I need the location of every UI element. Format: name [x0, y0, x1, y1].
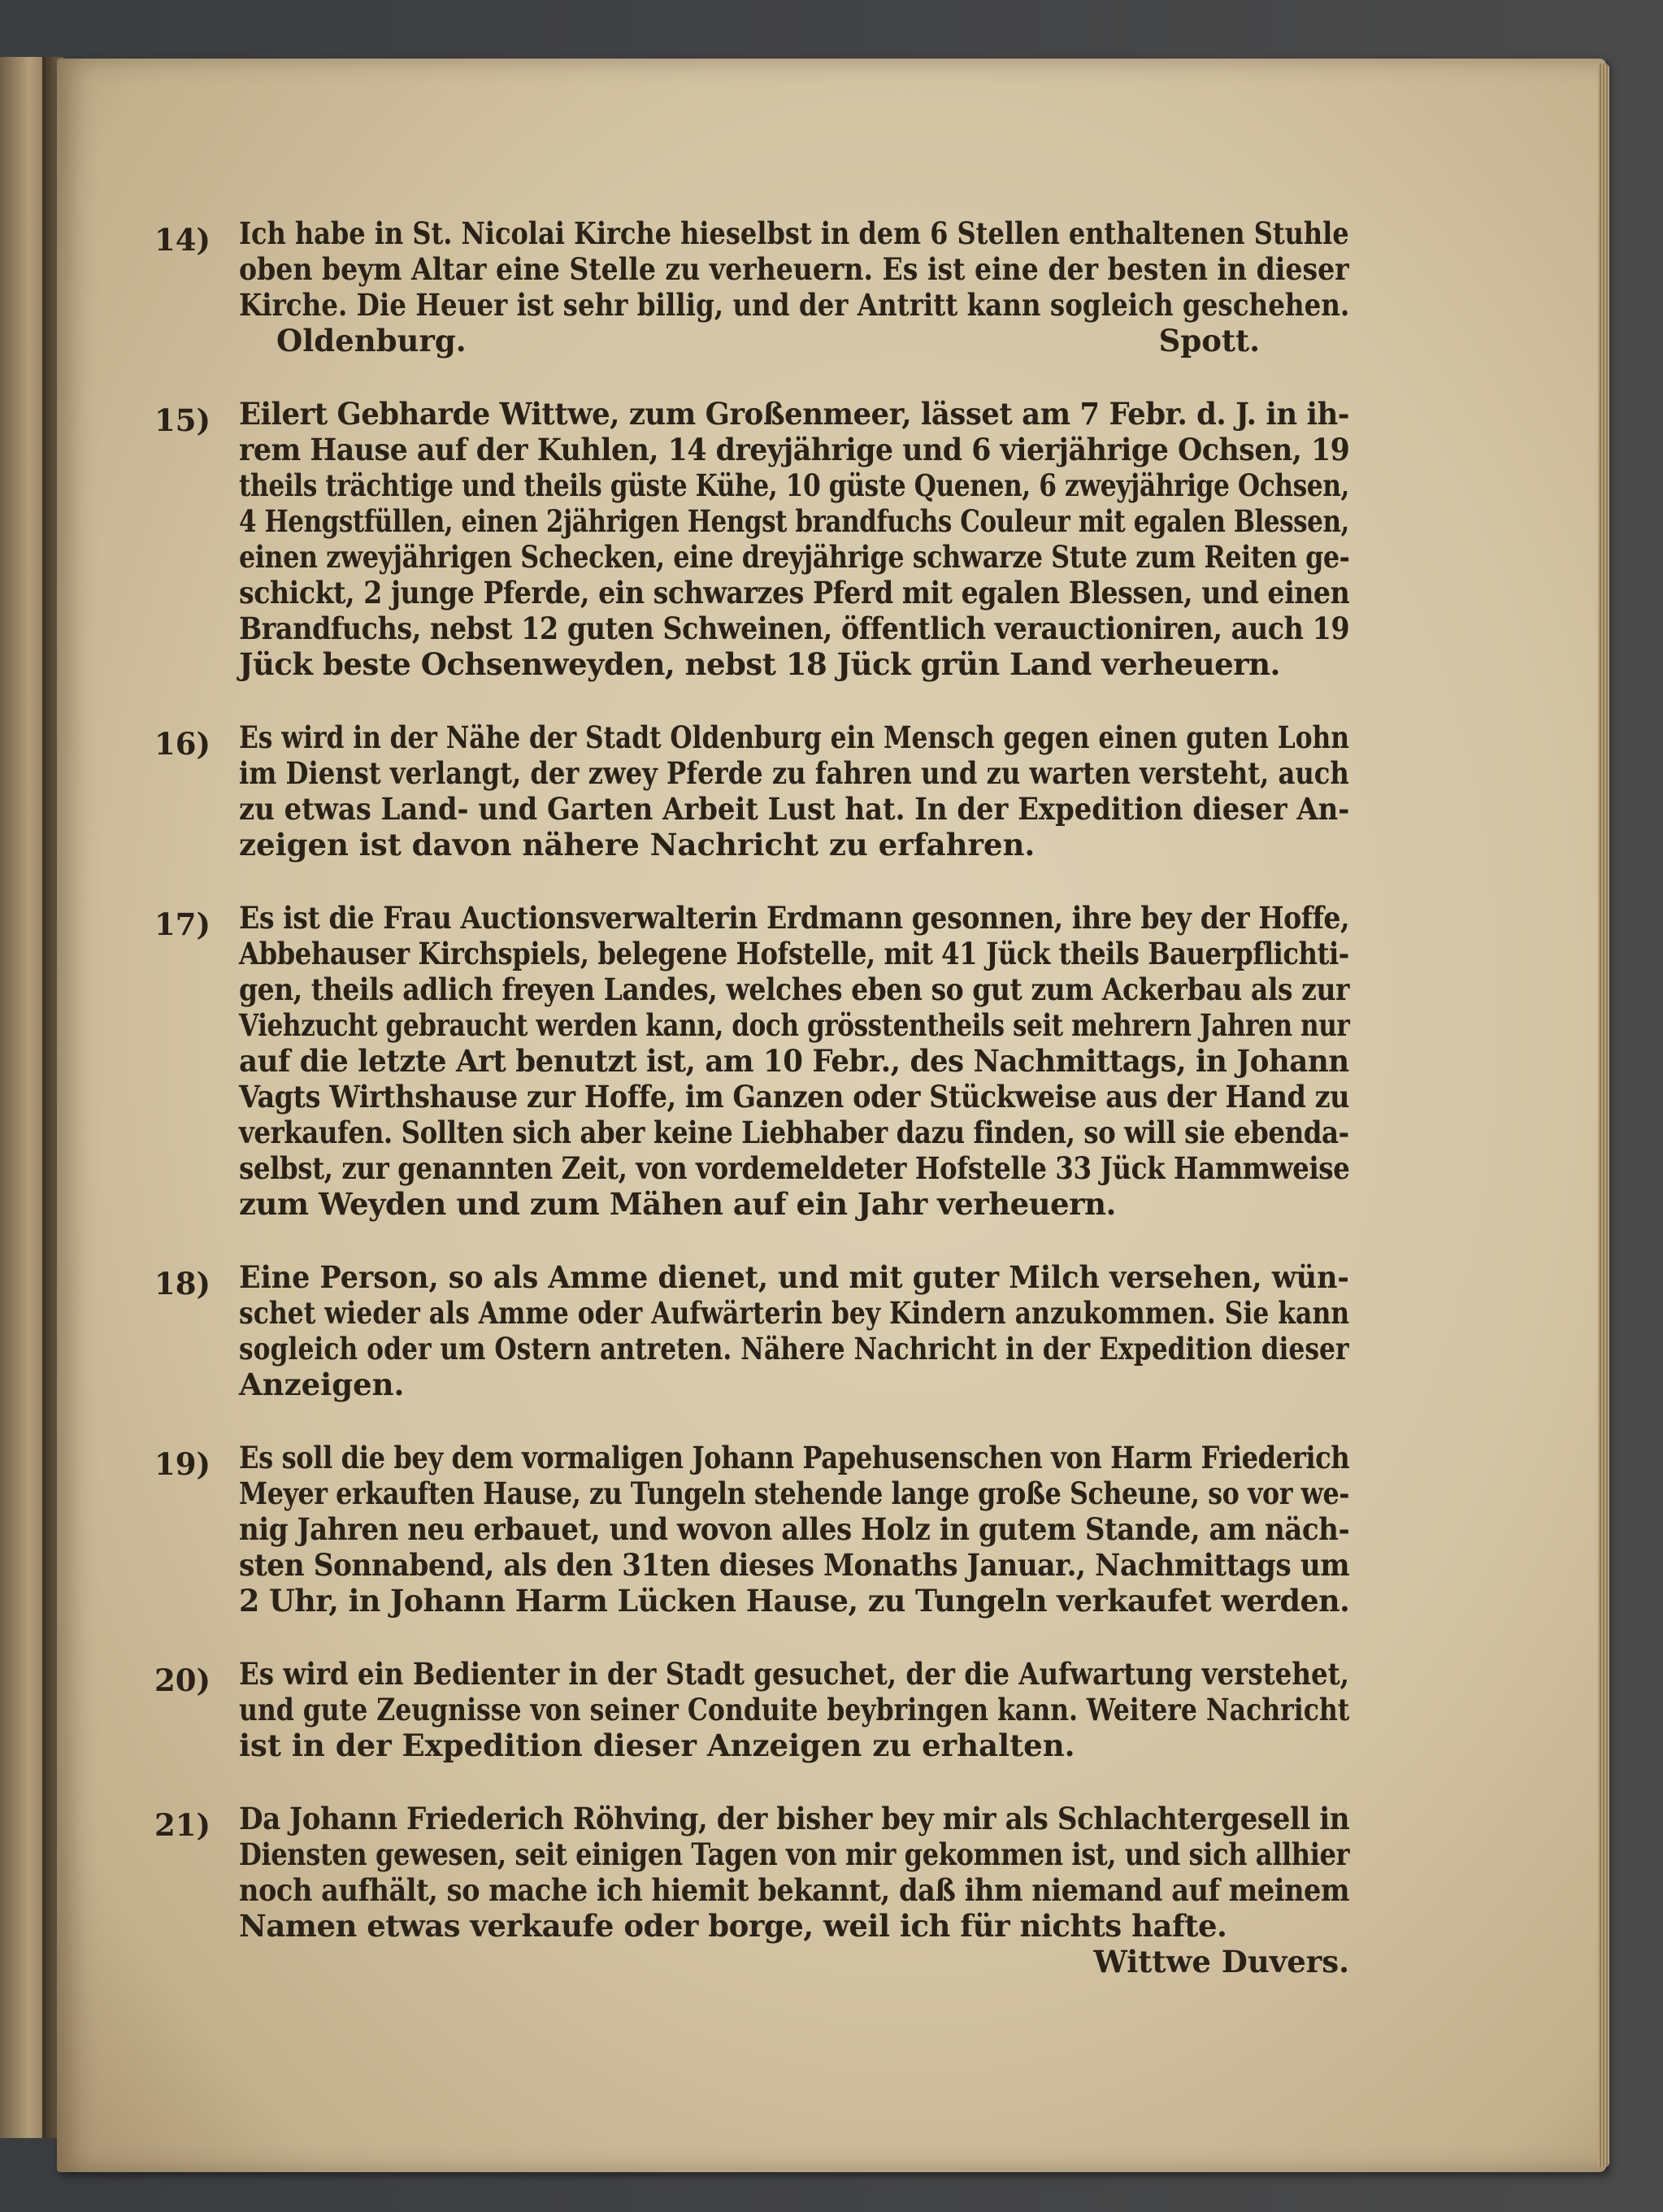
page-stack-edge	[1598, 63, 1609, 2167]
text-line: Es ist die Frau Auctionsverwalterin Erdmann gesonnen, ihre bey der Hoffe,	[239, 900, 1350, 936]
signature: Spott.	[1158, 323, 1260, 359]
text-line: zeigen ist davon nähere Nachricht zu erfahren.	[239, 827, 1036, 863]
text-line: Meyer erkauften Hause, zu Tungeln stehende lange große Scheune, so vor we-	[239, 1475, 1350, 1511]
notice-number: 14)	[154, 222, 211, 258]
text-line: Es wird in der Nähe der Stadt Oldenburg ein Mensch gegen einen guten Lohn	[239, 719, 1349, 755]
text-line: Namen etwas verkaufe oder borge, weil ich für nichts hafte.	[239, 1908, 1227, 1944]
page-text	[154, 215, 1349, 2017]
notice-number: 16)	[154, 726, 211, 762]
notice-17	[154, 900, 1349, 1222]
text-line: Da Johann Friederich Röhving, der bisher bey mir als Schlachtergesell in	[239, 1801, 1350, 1836]
text-line: ist in der Expedition dieser Anzeigen zu erhalten.	[239, 1727, 1075, 1763]
text-line: Jück beste Ochsenweyden, nebst 18 Jück grün Land verheuern.	[239, 646, 1280, 682]
text-line: 4 Hengstfüllen, einen 2jährigen Hengst brandfuchs Couleur mit egalen Blessen,	[239, 503, 1349, 539]
notice-number: 21)	[154, 1807, 211, 1843]
text-line: selbst, zur genannten Zeit, von vordemeldeter Hofstelle 33 Jück Hammweise	[239, 1150, 1350, 1186]
text-line: schet wieder als Amme oder Aufwärterin bey Kindern anzukommen. Sie kann	[239, 1295, 1350, 1331]
text-line: Eine Person, so als Amme dienet, und mit guter Milch versehen, wün-	[239, 1259, 1349, 1295]
notice-number: 18)	[154, 1266, 211, 1302]
text-line: Es soll die bey dem vormaligen Johann Papehusenschen von Harm Friederich	[239, 1440, 1350, 1475]
text-line: Diensten gewesen, seit einigen Tagen von mir gekommen ist, und sich allhier	[239, 1836, 1350, 1872]
place-name: Oldenburg.	[276, 323, 467, 359]
signature: Wittwe Duvers.	[1093, 1944, 1349, 1980]
text-line: verkaufen. Sollten sich aber keine Liebhaber dazu finden, so will sie ebenda-	[239, 1115, 1349, 1150]
text-line: Es wird ein Bedienter in der Stadt gesuchet, der die Aufwartung verstehet,	[239, 1656, 1349, 1692]
notice-20	[154, 1656, 1349, 1763]
text-line: rem Hause auf der Kuhlen, 14 dreyjährige und 6 vierjährige Ochsen, 19	[239, 432, 1350, 467]
text-line: gen, theils adlich freyen Landes, welches eben so gut zum Ackerbau als zur	[239, 971, 1349, 1007]
text-line: Ich habe in St. Nicolai Kirche hieselbst in dem 6 Stellen enthaltenen Stuhle	[239, 215, 1349, 251]
text-line: Anzeigen.	[239, 1367, 405, 1402]
notice-18	[154, 1259, 1349, 1402]
notice-number: 20)	[154, 1662, 211, 1698]
text-line: 2 Uhr, in Johann Harm Lücken Hause, zu Tungeln verkaufet werden.	[239, 1583, 1350, 1619]
notice-16	[154, 719, 1349, 863]
text-line: Kirche. Die Heuer ist sehr billig, und der Antritt kann sogleich geschehen.	[239, 287, 1350, 323]
text-line: nig Jahren neu erbauet, und wovon alles Holz in gutem Stande, am näch-	[239, 1511, 1350, 1547]
text-line: sten Sonnabend, als den 31ten dieses Monaths Januar., Nachmittags um	[239, 1547, 1350, 1583]
text-line: Brandfuchs, nebst 12 guten Schweinen, öffentlich verauctioniren, auch 19	[239, 611, 1350, 646]
text-line: Eilert Gebharde Wittwe, zum Großenmeer, lässet am 7 Febr. d. J. in ih-	[239, 396, 1349, 432]
text-line: einen zweyjährigen Schecken, eine dreyjährige schwarze Stute zum Reiten ge-	[239, 539, 1350, 575]
notice-14	[154, 215, 1349, 359]
text-line: und gute Zeugnisse von seiner Conduite beybringen kann. Weitere Nachricht	[239, 1692, 1350, 1727]
text-line: Vagts Wirthshause zur Hoffe, im Ganzen oder Stückweise aus der Hand zu	[239, 1079, 1350, 1115]
notice-number: 15)	[154, 402, 211, 438]
notice-number: 19)	[154, 1446, 211, 1482]
notice-19	[154, 1440, 1349, 1619]
text-line: schickt, 2 junge Pferde, ein schwarzes Pferd mit egalen Blessen, und einen	[239, 575, 1350, 611]
notice-number: 17)	[154, 906, 211, 942]
facing-page-edge	[0, 57, 49, 2138]
text-line: oben beym Altar eine Stelle zu verheuern. Es ist eine der besten in dieser	[239, 251, 1349, 287]
text-line: im Dienst verlangt, der zwey Pferde zu fahren und zu warten versteht, auch	[239, 755, 1349, 791]
text-line: zu etwas Land- und Garten Arbeit Lust hat. In der Expedition dieser An-	[239, 791, 1350, 827]
notice-15	[154, 396, 1349, 682]
text-line: Viehzucht gebraucht werden kann, doch grösstentheils seit mehrern Jahren nur	[239, 1007, 1350, 1043]
text-line: sogleich oder um Ostern antreten. Nähere Nachricht in der Expedition dieser	[239, 1331, 1349, 1367]
text-line: auf die letzte Art benutzt ist, am 10 Febr., des Nachmittags, in Johann	[239, 1043, 1349, 1079]
notice-21	[154, 1801, 1349, 1980]
text-line: zum Weyden und zum Mähen auf ein Jahr verheuern.	[239, 1186, 1116, 1222]
text-line: noch aufhält, so mache ich hiemit bekannt, daß ihm niemand auf meinem	[239, 1872, 1350, 1908]
text-line: theils trächtige und theils güste Kühe, 10 güste Quenen, 6 zweyjährige Ochsen,	[239, 467, 1350, 503]
text-line: Abbehauser Kirchspiels, belegene Hofstelle, mit 41 Jück theils Bauerpflichti-	[239, 936, 1349, 971]
